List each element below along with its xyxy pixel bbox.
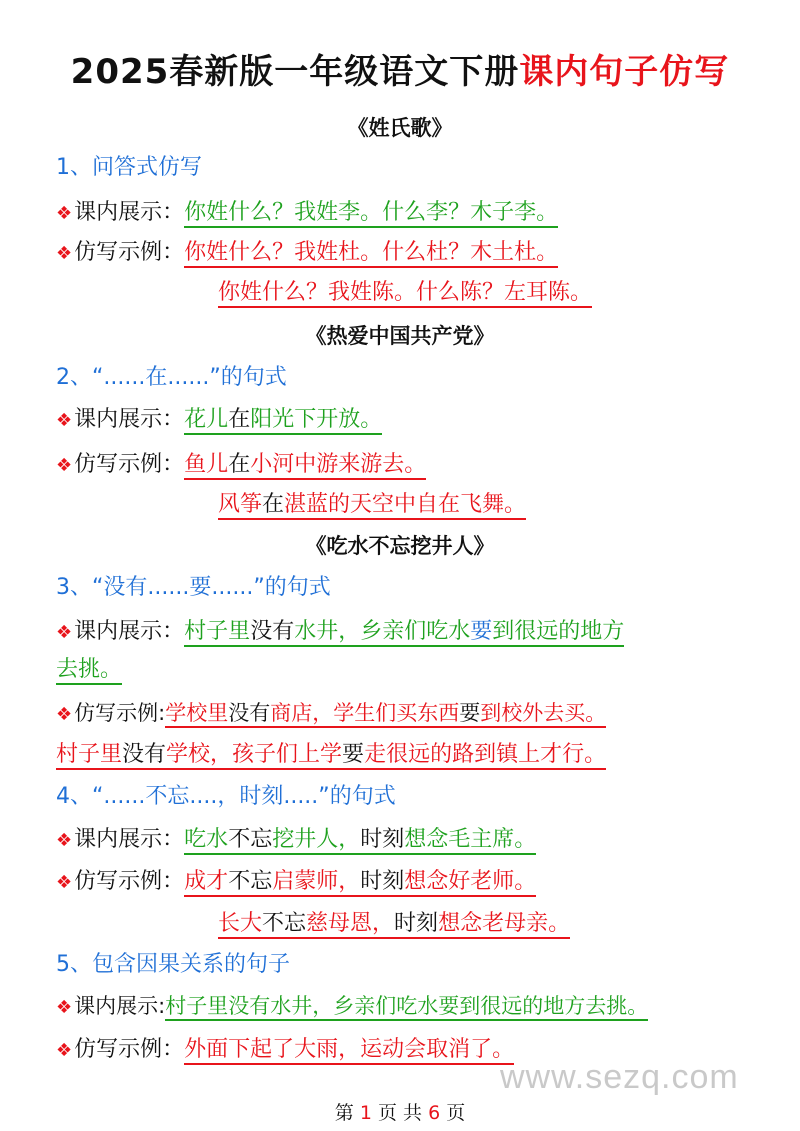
s5-show-text: 村子里没有水井，乡亲们吃水要到很远的地方去挑。 — [165, 994, 648, 1021]
section-2-heading: 2、“......在......”的句式 — [56, 365, 287, 390]
s1-example-2: 你姓什么？我姓陈。什么陈？左耳陈。 — [218, 280, 592, 308]
example-label: 仿写示例 — [74, 240, 163, 265]
s2-example-line-2: 风筝在湛蓝的天空中自在飞舞。 — [218, 487, 526, 518]
s4-example-line: ❖仿写示例：成才不忘启蒙师，时刻想念好老师。 — [56, 864, 536, 895]
s3-show-line: ❖课内展示：村子里没有水井，乡亲们吃水要到很远的地方 — [56, 614, 624, 645]
diamond-icon: ❖ — [56, 830, 73, 851]
diamond-icon: ❖ — [56, 622, 73, 643]
s1-show-line: ❖课内展示：你姓什么？我姓李。什么李？木子李。 — [56, 195, 558, 226]
s1-show-text: 你姓什么？我姓李。什么李？木子李。 — [184, 200, 558, 228]
section-1-heading: 1、问答式仿写 — [56, 155, 202, 180]
title-black: 2025春新版一年级语文下册 — [70, 52, 520, 92]
s2-example-line: ❖仿写示例：鱼儿在小河中游来游去。 — [56, 447, 426, 478]
watermark: www.sezq.com — [500, 1058, 739, 1096]
section-3-heading: 3、“没有......要......”的句式 — [56, 575, 331, 600]
diamond-icon: ❖ — [56, 997, 73, 1018]
s4-show-line: ❖课内展示：吃水不忘挖井人，时刻想念毛主席。 — [56, 822, 536, 853]
lesson-title-3: 《吃水不忘挖井人》 — [305, 534, 495, 558]
s3-example-line-2: 村子里没有学校，孩子们上学要走很远的路到镇上才行。 — [56, 737, 606, 768]
s2-show-line: ❖课内展示：花儿在阳光下开放。 — [56, 402, 382, 433]
lesson-title-2: 《热爱中国共产党》 — [305, 324, 495, 348]
diamond-icon: ❖ — [56, 455, 73, 476]
s5-example-text: 外面下起了大雨，运动会取消了。 — [184, 1037, 514, 1065]
s5-show-line: ❖课内展示:村子里没有水井，乡亲们吃水要到很远的地方去挑。 — [56, 990, 648, 1020]
diamond-icon: ❖ — [56, 203, 73, 224]
s1-example-line-2 — [218, 275, 592, 306]
diamond-icon: ❖ — [56, 410, 73, 431]
page-number: 1 — [359, 1102, 372, 1124]
diamond-icon: ❖ — [56, 243, 73, 264]
show-label: 课内展示 — [74, 200, 163, 225]
page-footer: 第 1 页 共 6 页 — [334, 1102, 466, 1124]
diamond-icon: ❖ — [56, 872, 73, 893]
s3-show-line-2: 去挑。 — [56, 652, 122, 683]
s4-example-line-2: 长大不忘慈母恩，时刻想念老母亲。 — [218, 906, 570, 937]
lesson-title-1: 《姓氏歌》 — [347, 116, 453, 140]
page-title — [0, 44, 800, 93]
section-5-heading: 5、包含因果关系的句子 — [56, 952, 290, 977]
s1-example-1: 你姓什么？我姓杜。什么杜？木土杜。 — [184, 240, 558, 268]
title-red: 课内句子仿写 — [519, 52, 730, 92]
s5-example-line: ❖仿写示例：外面下起了大雨，运动会取消了。 — [56, 1032, 514, 1063]
s3-example-line: ❖仿写示例:学校里没有商店，学生们买东西要到校外去买。 — [56, 697, 606, 727]
diamond-icon: ❖ — [56, 704, 73, 725]
section-4-heading: 4、“......不忘....，时刻.....”的句式 — [56, 784, 396, 809]
page-total: 6 — [428, 1102, 441, 1124]
s1-example-line: ❖仿写示例：你姓什么？我姓杜。什么杜？木土杜。 — [56, 235, 558, 266]
diamond-icon: ❖ — [56, 1040, 73, 1061]
